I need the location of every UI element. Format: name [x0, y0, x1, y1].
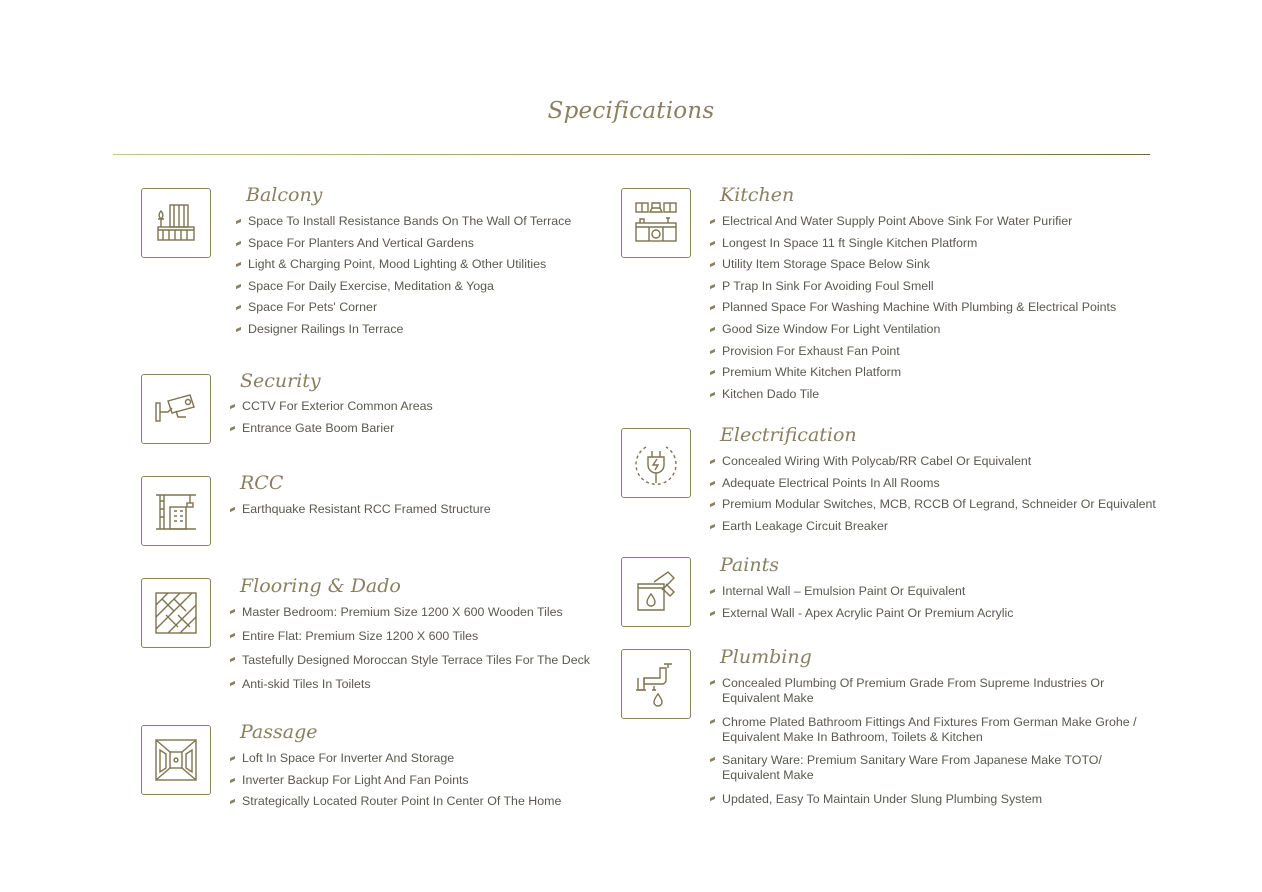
list-item: Adequate Electrical Points In All Rooms: [710, 473, 1156, 495]
list-item: Light & Charging Point, Mood Lighting & Other Utilities: [236, 254, 571, 276]
paints-list: [710, 581, 1013, 624]
kitchen-icon: [621, 188, 691, 258]
page-title: Specifications: [547, 98, 715, 124]
list-item: Earth Leakage Circuit Breaker: [710, 516, 1156, 538]
list-item: Kitchen Dado Tile: [710, 384, 1116, 406]
security-list: [230, 396, 433, 439]
list-item: CCTV For Exterior Common Areas: [230, 396, 433, 418]
list-item: Planned Space For Washing Machine With Plumbing & Electrical Points: [710, 297, 1116, 319]
plumbing-list: [710, 676, 1160, 815]
list-item: Internal Wall – Emulsion Paint Or Equivalent: [710, 581, 1013, 603]
list-item: Good Size Window For Light Ventilation: [710, 319, 1116, 341]
paint-bucket-brush-icon: [621, 557, 691, 627]
section-title: Security: [240, 370, 321, 392]
kitchen-list: [710, 211, 1116, 405]
list-item: Anti-skid Tiles In Toilets: [230, 672, 590, 696]
balcony-list: [236, 211, 571, 341]
list-item: Entrance Gate Boom Barier: [230, 418, 433, 440]
list-item: Provision For Exhaust Fan Point: [710, 341, 1116, 363]
list-item: P Trap In Sink For Avoiding Foul Smell: [710, 276, 1116, 298]
section-title: RCC: [240, 472, 284, 494]
list-item: Utility Item Storage Space Below Sink: [710, 254, 1116, 276]
list-item: Chrome Plated Bathroom Fittings And Fixtures From German Make Grohe / Equivalent Make In Bathroom, Toilets & Kitchen: [710, 715, 1160, 745]
list-item: Space For Planters And Vertical Gardens: [236, 233, 571, 255]
crane-building-icon: [141, 476, 211, 546]
floor-tiles-icon: [141, 578, 211, 648]
list-item: Longest In Space 11 ft Single Kitchen Platform: [710, 233, 1116, 255]
list-item: Space To Install Resistance Bands On The Wall Of Terrace: [236, 211, 571, 233]
list-item: Electrical And Water Supply Point Above Sink For Water Purifier: [710, 211, 1116, 233]
section-title: Electrification: [720, 424, 857, 446]
list-item: Tastefully Designed Moroccan Style Terrace Tiles For The Deck: [230, 648, 590, 672]
passage-list: [230, 748, 561, 813]
list-item: Earthquake Resistant RCC Framed Structure: [230, 499, 491, 521]
electrification-list: [710, 451, 1156, 537]
list-item: Space For Daily Exercise, Meditation & Yoga: [236, 276, 571, 298]
balcony-icon: [141, 188, 211, 258]
list-item: Updated, Easy To Maintain Under Slung Plumbing System: [710, 792, 1160, 807]
section-title: Kitchen: [720, 184, 795, 206]
section-title: Balcony: [246, 184, 323, 206]
list-item: Space For Pets' Corner: [236, 297, 571, 319]
list-item: Loft In Space For Inverter And Storage: [230, 748, 561, 770]
title-divider: [113, 154, 1150, 155]
corridor-icon: [141, 725, 211, 795]
list-item: Concealed Plumbing Of Premium Grade From Supreme Industries Or Equivalent Make: [710, 676, 1160, 706]
list-item: Designer Railings In Terrace: [236, 319, 571, 341]
list-item: Inverter Backup For Light And Fan Points: [230, 770, 561, 792]
list-item: Strategically Located Router Point In Center Of The Home: [230, 791, 561, 813]
pipe-faucet-icon: [621, 649, 691, 719]
section-title: Plumbing: [720, 646, 812, 668]
list-item: Master Bedroom: Premium Size 1200 X 600 Wooden Tiles: [230, 600, 590, 624]
electric-plug-icon: [621, 428, 691, 498]
cctv-camera-icon: [141, 374, 211, 444]
flooring-list: [230, 600, 590, 696]
list-item: Premium Modular Switches, MCB, RCCB Of Legrand, Schneider Or Equivalent: [710, 494, 1156, 516]
list-item: External Wall - Apex Acrylic Paint Or Premium Acrylic: [710, 603, 1013, 625]
list-item: Concealed Wiring With Polycab/RR Cabel Or Equivalent: [710, 451, 1156, 473]
list-item: Premium White Kitchen Platform: [710, 362, 1116, 384]
section-title: Passage: [240, 721, 318, 743]
section-title: Flooring & Dado: [240, 575, 401, 597]
rcc-list: [230, 499, 491, 521]
section-title: Paints: [720, 554, 779, 576]
list-item: Sanitary Ware: Premium Sanitary Ware From Japanese Make TOTO/ Equivalent Make: [710, 753, 1160, 783]
list-item: Entire Flat: Premium Size 1200 X 600 Tiles: [230, 624, 590, 648]
